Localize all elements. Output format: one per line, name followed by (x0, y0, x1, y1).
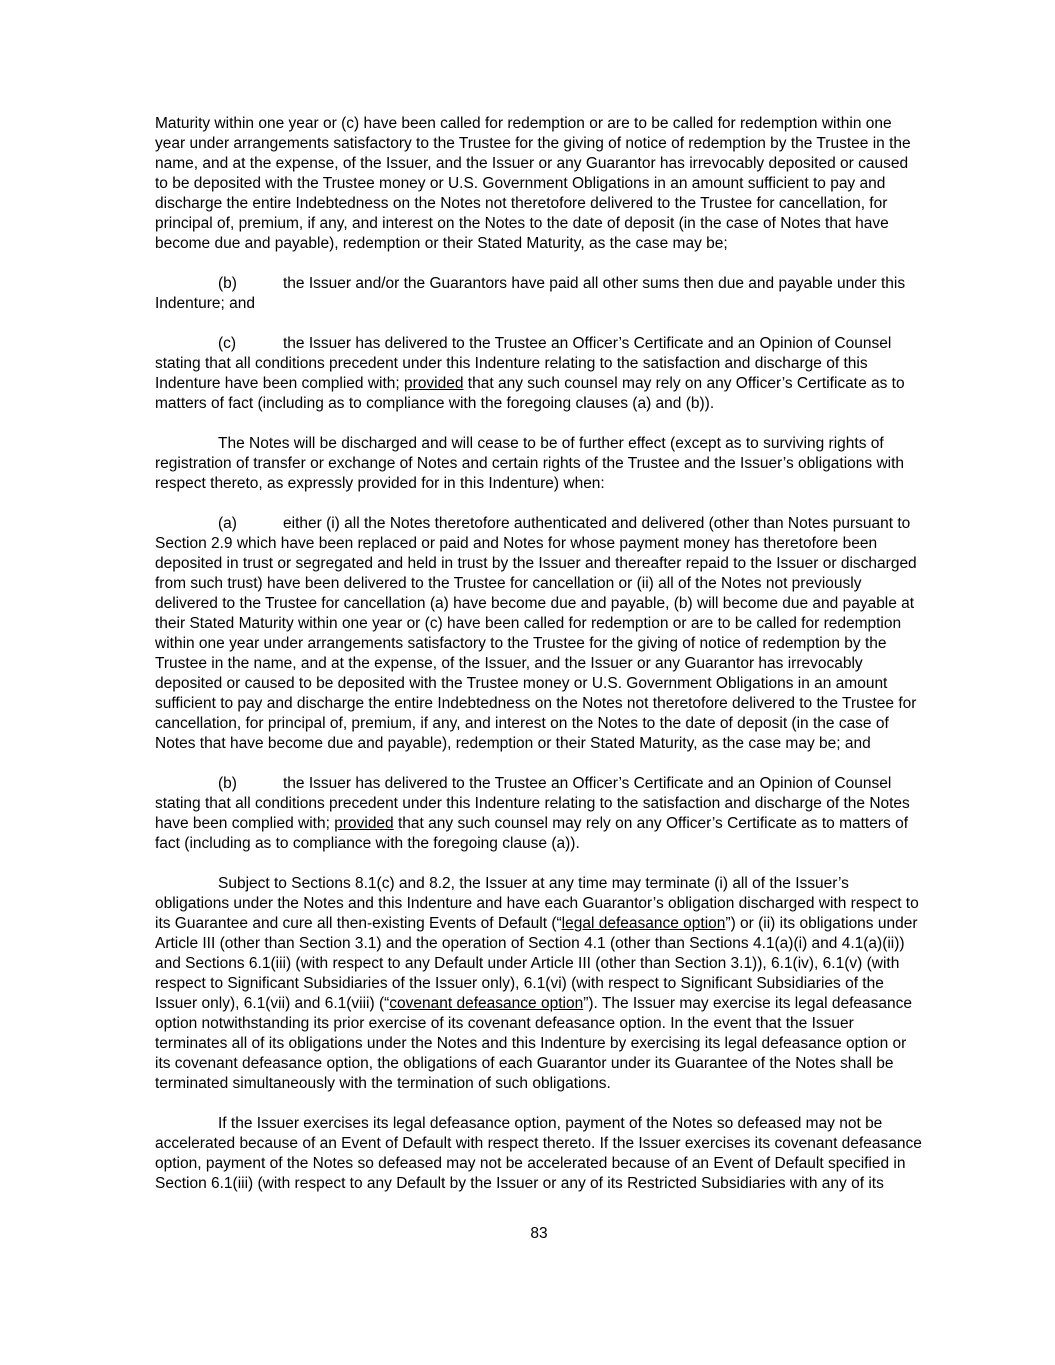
clause-label: (b) (218, 275, 237, 292)
text-segment: If the Issuer exercises its legal defeasance option, payment of the Notes so defeased may not be accelerated because of an Event of Default with respect thereto. If the Issuer exercises its covenant defeasance option, payment of the Notes so defeased may not be accelerated because of an Event of Default specified in Section 6.1(iii) (with respect to any Default by the Issuer or any of its Restricted Subsidiaries with any of its (155, 1115, 922, 1192)
text-segment: that any such counsel may rely on any Officer’s Certificate as to matters of fact (including as to compliance with the foregoing clause (a)). (155, 815, 909, 852)
clause-label: (c) (218, 335, 237, 352)
paragraph (155, 514, 923, 754)
paragraph (155, 434, 923, 494)
text-segment: the Issuer has delivered to the Trustee an Officer’s Certificate and an Opinion of Counsel stating that all conditions precedent under this Indenture relating to the satisfaction and discharge of the Notes have been complied with; (155, 775, 910, 832)
paragraph (155, 334, 923, 414)
text-segment: ”). The Issuer may exercise its legal defeasance option notwithstanding its prior exercise of its covenant defeasance option. In the event that the Issuer terminates all of its obligations under the Notes and this Indenture by exercising its legal defeasance option or its covenant defeasance option, the obligations of each Guarantor under its Guarantee of the Notes shall be terminated simultaneously with the termination of such obligations. (155, 995, 913, 1092)
text-segment: Maturity within one year or (c) have been called for redemption or are to be called for redemption within one year under arrangements satisfactory to the Trustee for the giving of notice of redemption by the Trustee in the name, and at the expense, of the Issuer, and the Issuer or any Guarantor has irrevocably deposited or caused to be deposited with the Trustee money or U.S. Government Obligations in an amount sufficient to pay and discharge the entire Indebtedness on the Notes not theretofore delivered to the Trustee for cancellation, for principal of, premium, if any, and interest on the Notes to the date of deposit (in the case of Notes that have become due and payable), redemption or their Stated Maturity, as the case may be; (155, 115, 911, 252)
paragraph (155, 274, 923, 314)
text-segment: the Issuer has delivered to the Trustee an Officer’s Certificate and an Opinion of Counsel stating that all conditions precedent under this Indenture relating to the satisfaction and discharge of this Indenture have been complied with; (155, 335, 892, 392)
paragraph (155, 114, 923, 254)
text-segment: ”) or (ii) its obligations under Article III (other than Section 3.1) and the operation of Section 4.1 (other than Sections 4.1(a)(i) and 4.1(a)(ii)) and Sections 6.1(iii) (with respect to any Default under Article III (other than Section 3.1)), 6.1(iv), 6.1(v) (with respect to Significant Subsidiaries of the Issuer only), 6.1(vi) (with respect to Significant Subsidiaries of the Issuer only), 6.1(vii) and 6.1(viii) (“ (155, 915, 918, 1012)
paragraph (155, 1114, 923, 1194)
text-segment: either (i) all the Notes theretofore authenticated and delivered (other than Notes pursuant to Section 2.9 which have been replaced or paid and Notes for whose payment money has theretofore been deposited in trust or segregated and held in trust by the Issuer and thereafter repaid to the Issuer or discharged from such trust) have been delivered to the Trustee for cancellation or (ii) all of the Notes not previously delivered to the Trustee for cancellation (a) have become due and payable, (b) will become due and payable at their Stated Maturity within one year or (c) have been called for redemption or are to be called for redemption within one year under arrangements satisfactory to the Trustee for the giving of notice of redemption by the Trustee in the name, and at the expense, of the Issuer, and the Issuer or any Guarantor has irrevocably deposited or caused to be deposited with the Trustee money or U.S. Government Obligations in an amount sufficient to pay and discharge the entire Indebtedness on the Notes not theretofore delivered to the Trustee for cancellation, for principal of, premium, if any, and interest on the Notes to the date of deposit (in the case of Notes that have become due and payable), redemption or their Stated Maturity, as the case may be; and (155, 515, 917, 752)
paragraph (155, 774, 923, 854)
underlined-text: provided (334, 815, 394, 832)
underlined-text: provided (404, 375, 464, 392)
text-segment: the Issuer and/or the Guarantors have paid all other sums then due and payable under this Indenture; and (155, 275, 906, 312)
text-segment: The Notes will be discharged and will cease to be of further effect (except as to surviving rights of registration of transfer or exchange of Notes and certain rights of the Trustee and the Issuer’s obligations with respect thereto, as expressly provided for in this Indenture) when: (155, 435, 905, 492)
paragraph (155, 874, 923, 1094)
document-body (155, 114, 923, 1214)
underlined-text: covenant defeasance option (389, 995, 584, 1012)
text-segment: that any such counsel may rely on any Officer’s Certificate as to matters of fact (including as to compliance with the foregoing clauses (a) and (b)). (155, 375, 905, 412)
clause-label: (a) (218, 515, 237, 532)
page-number: 83 (530, 1225, 548, 1242)
text-segment: Subject to Sections 8.1(c) and 8.2, the Issuer at any time may terminate (i) all of the Issuer’s obligations under the Notes and this Indenture and have each Guarantor’s obligation discharged with respect to its Guarantee and cure all then-existing Events of Default (“ (155, 875, 919, 932)
underlined-text: legal defeasance option (561, 915, 726, 932)
clause-label: (b) (218, 775, 237, 792)
